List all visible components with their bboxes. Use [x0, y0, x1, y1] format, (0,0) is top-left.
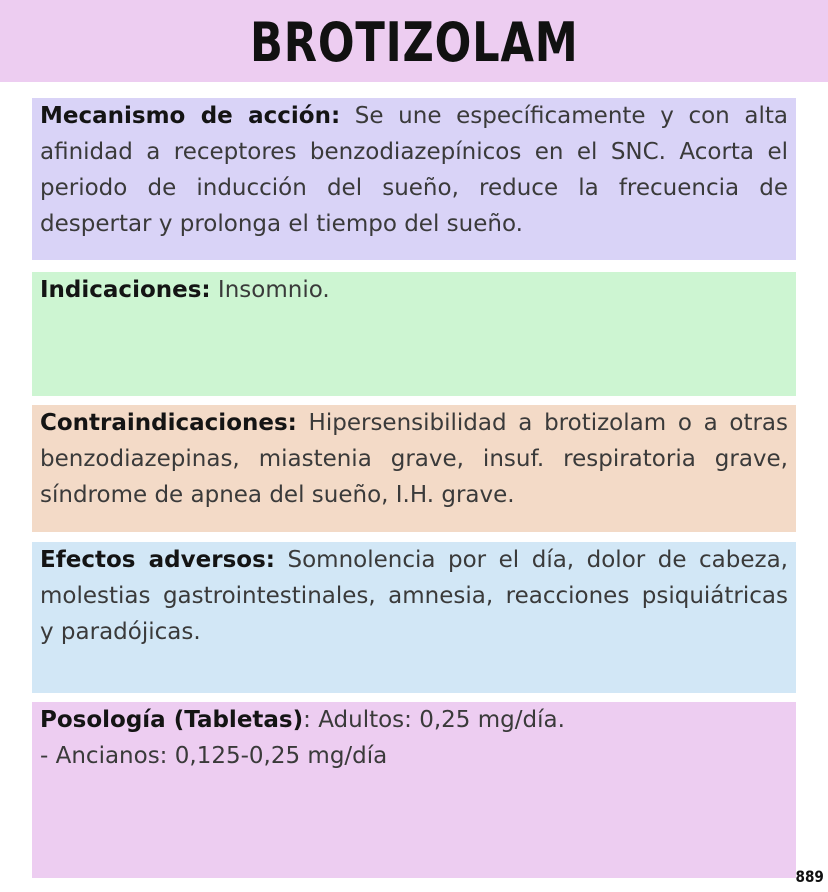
- mecanismo-label: Mecanismo de acción:: [40, 103, 341, 129]
- posologia-label: Posología (Tabletas): [40, 707, 304, 733]
- section-mecanismo: [32, 98, 796, 260]
- efectos-text: Somnolencia por el día, dolor de cabeza, molestias gastrointestinales, amnesia, reacciones psiquiátricas y paradójicas.: [40, 547, 788, 645]
- efectos-label: Efectos adversos:: [40, 547, 275, 573]
- contraindicaciones-paragraph: [40, 405, 788, 513]
- header-banner: [0, 0, 828, 82]
- posologia-line-1: [40, 702, 788, 738]
- drug-title: BROTIZOLAM: [249, 11, 579, 74]
- section-posologia: [32, 702, 796, 878]
- section-indicaciones: [32, 272, 796, 396]
- indicaciones-label: Indicaciones:: [40, 277, 211, 303]
- indicaciones-paragraph: [40, 272, 788, 308]
- contraindicaciones-text: Hipersensibilidad a brotizolam o a otras benzodiazepinas, miastenia grave, insuf. respiratoria grave, síndrome de apnea del sueño, I.H. grave.: [40, 410, 788, 508]
- page-number: 889: [795, 867, 824, 886]
- mecanismo-text: Se une específicamente y con alta afinidad a receptores benzodiazepínicos en el SNC. Acorta el periodo de inducción del sueño, reduce la frecuencia de despertar y prolonga el tiempo del sueño.: [40, 103, 788, 237]
- section-contraindicaciones: [32, 405, 796, 532]
- posologia-adultos: : Adultos: 0,25 mg/día.: [303, 707, 565, 733]
- efectos-paragraph: [40, 542, 788, 650]
- contraindicaciones-label: Contraindicaciones:: [40, 410, 297, 436]
- posologia-line-2: - Ancianos: 0,125-0,25 mg/día: [40, 743, 388, 769]
- mecanismo-paragraph: [40, 98, 788, 242]
- section-efectos-adversos: [32, 542, 796, 693]
- indicaciones-text: Insomnio.: [210, 277, 330, 303]
